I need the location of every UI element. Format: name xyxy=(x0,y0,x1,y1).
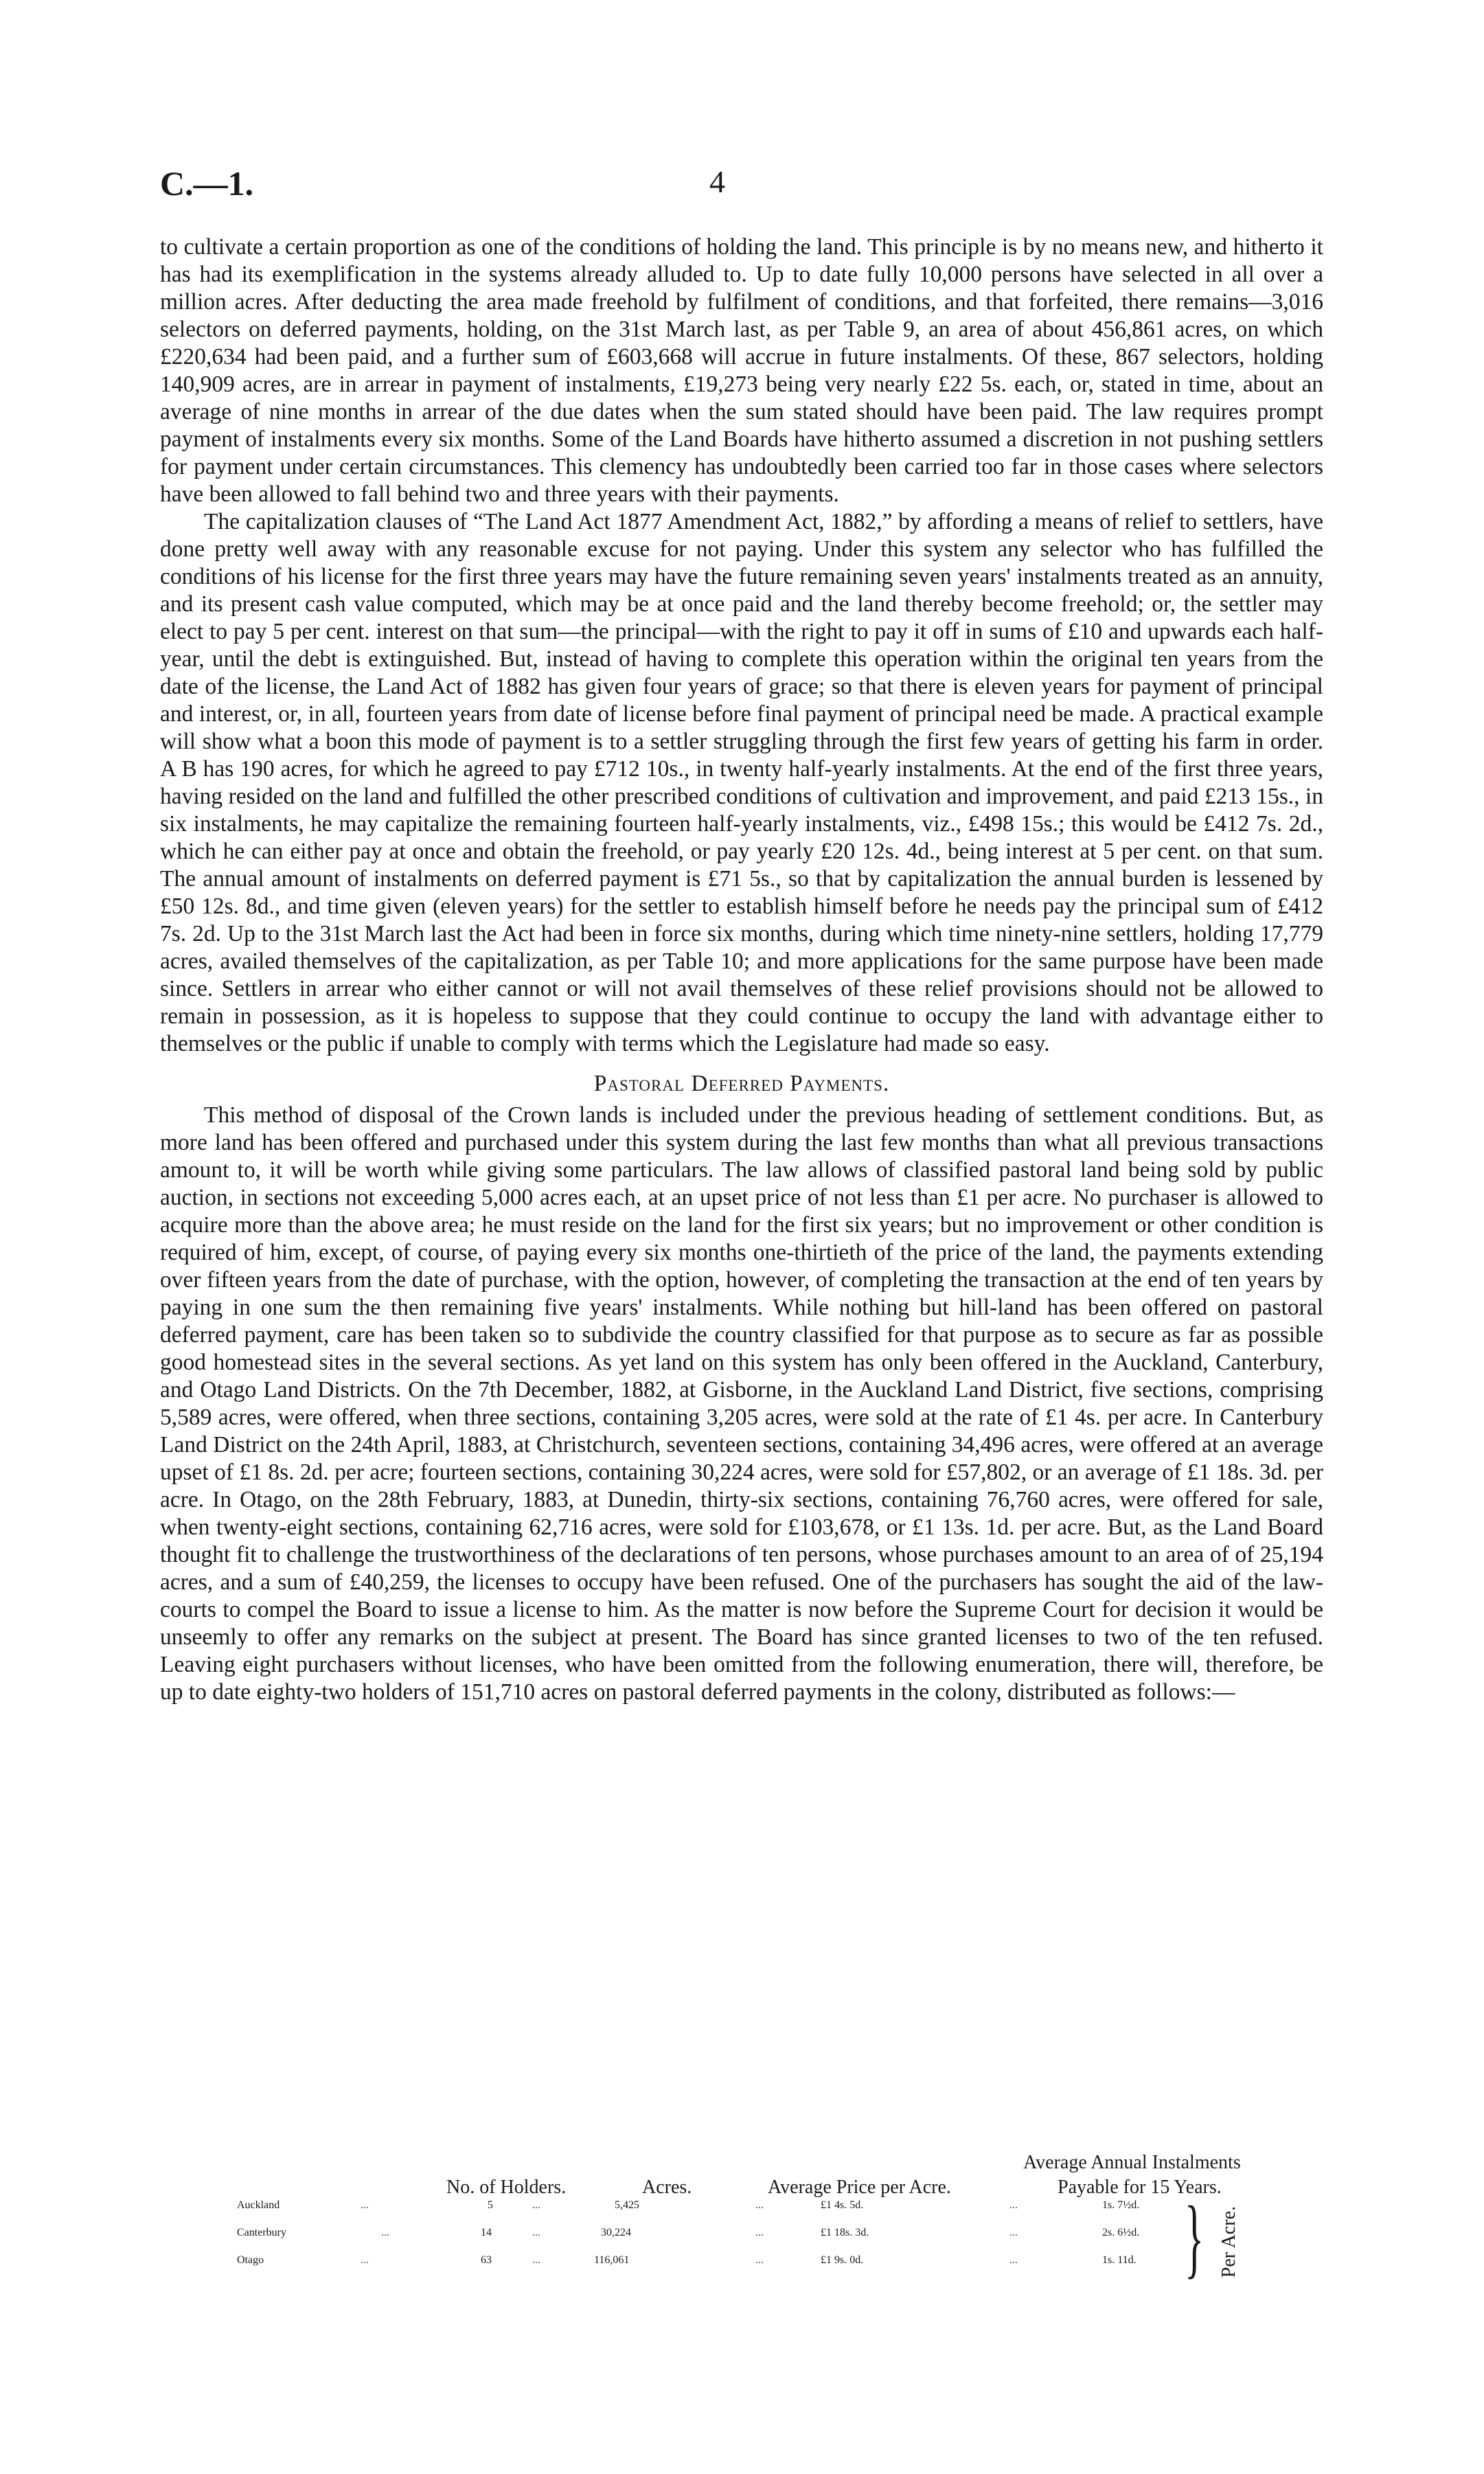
page-number: 4 xyxy=(709,164,725,199)
leader-dots: ... xyxy=(1009,2254,1018,2266)
row-price: £1 18s. 3d. xyxy=(821,2227,869,2238)
leader-dots: ... xyxy=(755,2227,764,2238)
row-acres: 5,425 xyxy=(615,2199,639,2211)
document-code: C.—1. xyxy=(160,164,254,203)
table-row xyxy=(237,2254,1336,2282)
row-price: £1 9s. 0d. xyxy=(821,2254,864,2266)
header-acres: Acres. xyxy=(642,2177,692,2198)
table-row xyxy=(237,2227,1336,2254)
leader-dots: ... xyxy=(381,2227,389,2238)
row-holders: 14 xyxy=(481,2227,492,2238)
leader-dots: ... xyxy=(1009,2227,1018,2238)
row-holders: 63 xyxy=(481,2254,492,2266)
header-instalments-line1: Average Annual Instalments xyxy=(1023,2152,1241,2173)
page-header xyxy=(160,163,1324,205)
paragraph-1: to cultivate a certain proportion as one of the conditions of holding the land. This principle is by no means new, and hitherto it has had its exemplification in the systems already alluded to. Up to date fully 10,000 persons have selected in all over a million acres. After deducting the area made freehold by fulfilment of conditions, and that forfeited, there remains—3,016 selectors on deferred payments, holding, on the 31st March last, as per Table 9, an area of about 456,861 acres, on which £220,634 had been paid, and a further sum of £603,668 will accrue in future instalments. Of these, 867 selectors, holding 140,909 acres, are in arrear in payment of instalments, £19,273 being very nearly £22 5s. each, or, stated in time, about an average of nine months in arrear of the due dates when the sum stated should have been paid. The law requires prompt payment of instalments every six months. Some of the Land Boards have hitherto assumed a discretion in not pushing settlers for payment under certain circumstances. This clemency has undoubtedly been carried too far in those cases where selectors have been allowed to fall behind two and three years with their payments. xyxy=(160,234,1323,507)
leader-dots: ... xyxy=(755,2199,764,2211)
header-price: Average Price per Acre. xyxy=(768,2177,951,2198)
row-instalment: 1s. 11d. xyxy=(1102,2254,1137,2266)
leader-dots: ... xyxy=(532,2254,540,2266)
row-acres: 116,061 xyxy=(594,2254,630,2266)
body-text xyxy=(160,234,1323,1706)
row-instalment: 1s. 7½d. xyxy=(1102,2199,1140,2211)
row-district: Otago xyxy=(237,2254,264,2266)
section-heading: Pastoral Deferred Payments. xyxy=(593,1071,890,1096)
per-acre-note: Per Acre. xyxy=(1218,2206,1240,2278)
row-holders: 5 xyxy=(488,2199,493,2211)
header-holders: No. of Holders. xyxy=(446,2177,567,2198)
row-district: Auckland xyxy=(237,2199,280,2211)
header-instalments-line2: Payable for 15 Years. xyxy=(1058,2177,1222,2198)
leader-dots: ... xyxy=(1009,2199,1018,2211)
row-district: Canterbury xyxy=(237,2227,286,2238)
row-price: £1 4s. 5d. xyxy=(821,2199,864,2211)
row-acres: 30,224 xyxy=(601,2227,631,2238)
leader-dots: ... xyxy=(361,2254,369,2266)
paragraph-2: The capitalization clauses of “The Land Act 1877 Amendment Act, 1882,” by affording a means of relief to settlers, have done pretty well away with any reasonable excuse for not paying. Under this system any selector who has fulfilled the conditions of his license for the first three years may have the future remaining seven years' instalments treated as an annuity, and its present cash value computed, which may be at once paid and the land thereby become freehold; or, the settler may elect to pay 5 per cent. interest on that sum—the principal—with the right to pay it off in sums of £10 and upwards each half-year, until the debt is extinguished. But, instead of having to complete this operation within the original ten years from the date of the license, the Land Act of 1882 has given four years of grace; so that there is eleven years for payment of principal and interest, or, in all, fourteen years from date of license before final payment of principal need be made. A practical example will show what a boon this mode of payment is to a settler struggling through the first few years of getting his farm in order. A B has 190 acres, for which he agreed to pay £712 10s., in twenty half-yearly instalments. At the end of the first three years, having resided on the land and fulfilled the other prescribed conditions of cultivation and improvement, and paid £213 15s., in six instalments, he may capitalize the remaining fourteen half-yearly instalments, viz., £498 15s.; this would be £412 7s. 2d., which he can either pay at once and obtain the freehold, or pay yearly £20 12s. 4d., being interest at 5 per cent. on that sum. The annual amount of instalments on deferred payment is £71 5s., so that by capitalization the annual burden is lessened by £50 12s. 8d., and time given (eleven years) for the settler to establish himself before he needs pay the principal sum of £412 7s. 2d. Up to the 31st March last the Act had been in force six months, during which time ninety-nine settlers, holding 17,779 acres, availed themselves of the capitalization, as per Table 10; and more applications for the same purpose have been made since. Settlers in arrear who either cannot or will not avail themselves of these relief provisions should not be allowed to remain in possession, as it is hopeless to suppose that they could continue to occupy the land with advantage either to themselves or the public if unable to comply with terms which the Legislature had made so easy. xyxy=(160,509,1323,1056)
paragraph-3: This method of disposal of the Crown lands is included under the previous heading of settlement conditions. But, as more land has been offered and purchased under this system during the last few months than what all previous transactions amount to, it will be worth while giving some particulars. The law allows of classified pastoral land being sold by public auction, in sections not exceeding 5,000 acres each, at an upset price of not less than £1 per acre. No purchaser is allowed to acquire more than the above area; he must reside on the land for the first six years; but no improvement or other condition is required of him, except, of course, of paying every six months one-thirtieth of the price of the land, the payments extending over fifteen years from the date of purchase, with the option, however, of completing the transaction at the end of ten years by paying in one sum the then remaining five years' instalments. While nothing but hill-land has been offered on pastoral deferred payment, care has been taken so to subdivide the country classified for that purpose as to secure as far as possible good homestead sites in the several sections. As yet land on this system has only been offered in the Auckland, Canterbury, and Otago Land Districts. On the 7th December, 1882, at Gisborne, in the Auckland Land District, five sections, comprising 5,589 acres, were offered, when three sections, containing 3,205 acres, were sold at the rate of £1 4s. per acre. In Canterbury Land District on the 24th April, 1883, at Christchurch, seventeen sections, containing 34,496 acres, were offered at an average upset of £1 8s. 2d. per acre; fourteen sections, containing 30,224 acres, were sold for £57,802, or an average of £1 18s. 3d. per acre. In Otago, on the 28th February, 1883, at Dunedin, thirty-six sections, containing 76,760 acres, were offered for sale, when twenty-eight sections, containing 62,716 acres, were sold for £103,678, or £1 13s. 1d. per acre. But, as the Land Board thought fit to challenge the trustworthiness of the declarations of ten persons, whose purchases amount to an area of of 25,194 acres, and a sum of £40,259, the licenses to occupy have been refused. One of the purchasers has sought the aid of the law-courts to compel the Board to issue a license to him. As the matter is now before the Supreme Court for decision it would be unseemly to offer any remarks on the subject at present. The Board has since granted licenses to two of the ten refused. Leaving eight purchasers without licenses, who have been omitted from the following enumeration, there will, therefore, be up to date eighty-two holders of 151,710 acres on pastoral deferred payments in the colony, distributed as follows:— xyxy=(160,1102,1323,1705)
leader-dots: ... xyxy=(532,2227,540,2238)
row-instalment: 2s. 6½d. xyxy=(1102,2227,1140,2238)
table-row xyxy=(237,2199,1336,2227)
leader-dots: ... xyxy=(532,2199,540,2211)
leader-dots: ... xyxy=(361,2199,369,2211)
right-brace-icon: } xyxy=(1185,2188,1205,2287)
leader-dots: ... xyxy=(755,2254,764,2266)
